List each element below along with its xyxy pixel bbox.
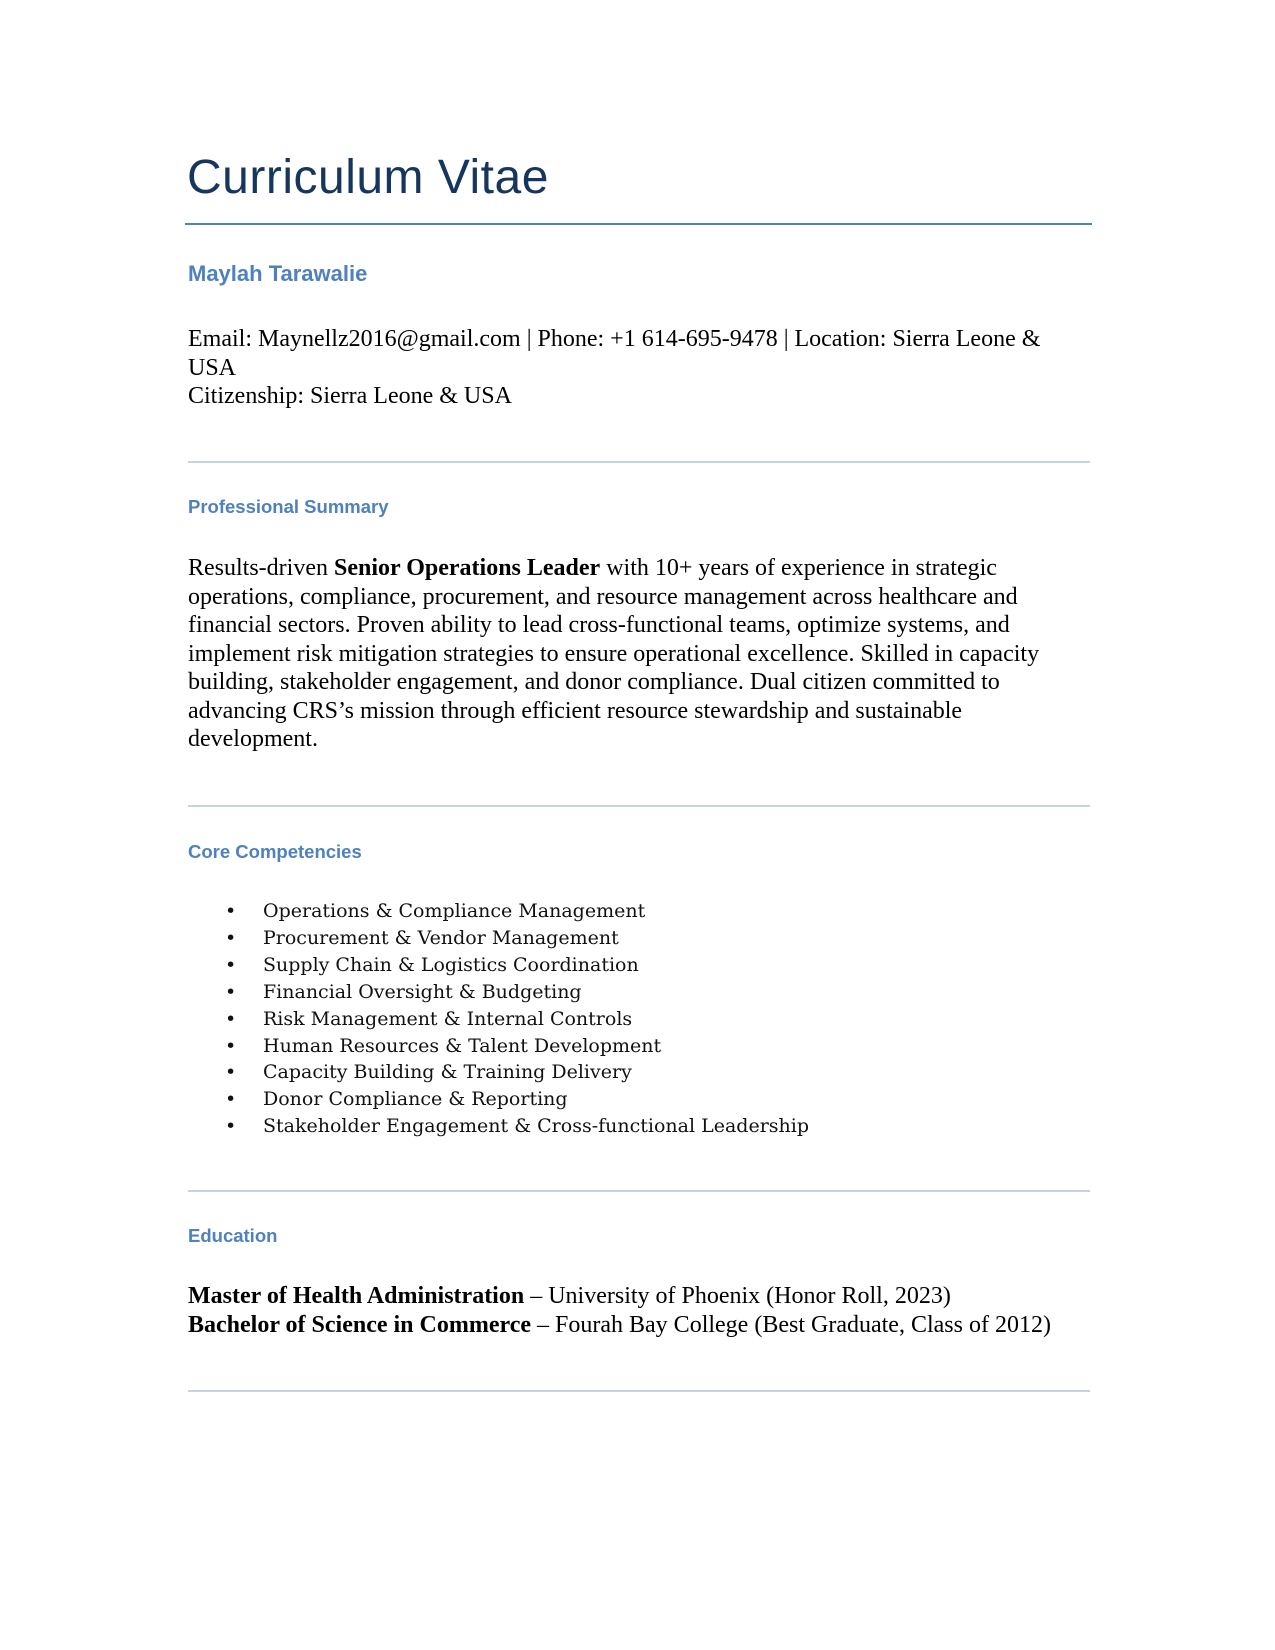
competency-label: Risk Management & Internal Controls	[263, 1007, 633, 1030]
list-item	[220, 1059, 809, 1086]
section-heading-competencies: Core Competencies	[188, 841, 362, 862]
summary-prefix: Results-driven	[188, 555, 334, 581]
degree: Bachelor of Science in Commerce	[188, 1311, 532, 1338]
education-entry	[188, 1282, 1108, 1311]
competencies-list	[220, 898, 809, 1140]
contact-line: Email: Maynellz2016@gmail.com | Phone: +1 614-695-9478 | Location: Sierra Leone & USA	[188, 326, 1041, 381]
bullet-icon: •	[225, 1007, 237, 1030]
institution: – Fourah Bay College (Best Graduate, Class of 2012)	[531, 1311, 1051, 1338]
competency-label: Donor Compliance & Reporting	[263, 1088, 568, 1111]
list-item	[220, 1086, 809, 1113]
bullet-icon: •	[225, 953, 237, 976]
competency-label: Supply Chain & Logistics Coordination	[263, 953, 639, 976]
list-item	[220, 898, 809, 925]
summary-paragraph	[188, 554, 1088, 754]
bullet-icon: •	[225, 1115, 237, 1138]
section-heading-summary: Professional Summary	[188, 496, 389, 517]
bullet-icon: •	[225, 980, 237, 1003]
competency-label: Financial Oversight & Budgeting	[263, 980, 582, 1003]
degree: Master of Health Administration	[188, 1283, 525, 1309]
bullet-icon: •	[225, 926, 237, 949]
contact-info	[188, 325, 1088, 411]
bullet-icon: •	[225, 1034, 237, 1057]
list-item	[220, 1113, 809, 1140]
summary-role: Senior Operations Leader	[333, 555, 601, 581]
section-divider	[188, 1190, 1090, 1192]
competency-label: Stakeholder Engagement & Cross-functional Leadership	[263, 1115, 810, 1138]
section-divider	[188, 461, 1090, 463]
competency-label: Procurement & Vendor Management	[263, 926, 619, 949]
list-item	[220, 979, 809, 1006]
bullet-icon: •	[225, 1061, 237, 1084]
bullet-icon: •	[225, 1088, 237, 1111]
list-item	[220, 1006, 809, 1033]
document-title: Curriculum Vitae	[187, 151, 549, 204]
institution: – University of Phoenix (Honor Roll, 2023)	[524, 1283, 951, 1309]
list-item	[220, 925, 809, 952]
title-divider	[185, 223, 1092, 225]
competency-label: Operations & Compliance Management	[263, 900, 646, 922]
bullet-icon: •	[225, 900, 237, 922]
section-divider	[188, 805, 1090, 807]
competency-label: Human Resources & Talent Development	[263, 1034, 662, 1057]
education-list	[188, 1282, 1108, 1339]
list-item	[220, 952, 809, 979]
competency-label: Capacity Building & Training Delivery	[263, 1061, 632, 1084]
list-item	[220, 1033, 809, 1060]
section-heading-education: Education	[188, 1225, 278, 1246]
candidate-name: Maylah Tarawalie	[188, 261, 368, 286]
section-divider	[188, 1390, 1090, 1392]
summary-text: with 10+ years of experience in strategic operations, compliance, procurement, and resource management across healthcare and financial sectors. Proven ability to lead cross-functional teams, optimize systems, and implement risk mitigation strategies to ensure operational excellence. Skilled in capacity building, stakeholder engagement, and donor compliance. Dual citizen committed to advancing CRS’s mission through efficient resource stewardship and sustainable development.	[188, 555, 1040, 752]
education-entry	[188, 1311, 1108, 1340]
citizenship-line: Citizenship: Sierra Leone & USA	[188, 383, 512, 409]
